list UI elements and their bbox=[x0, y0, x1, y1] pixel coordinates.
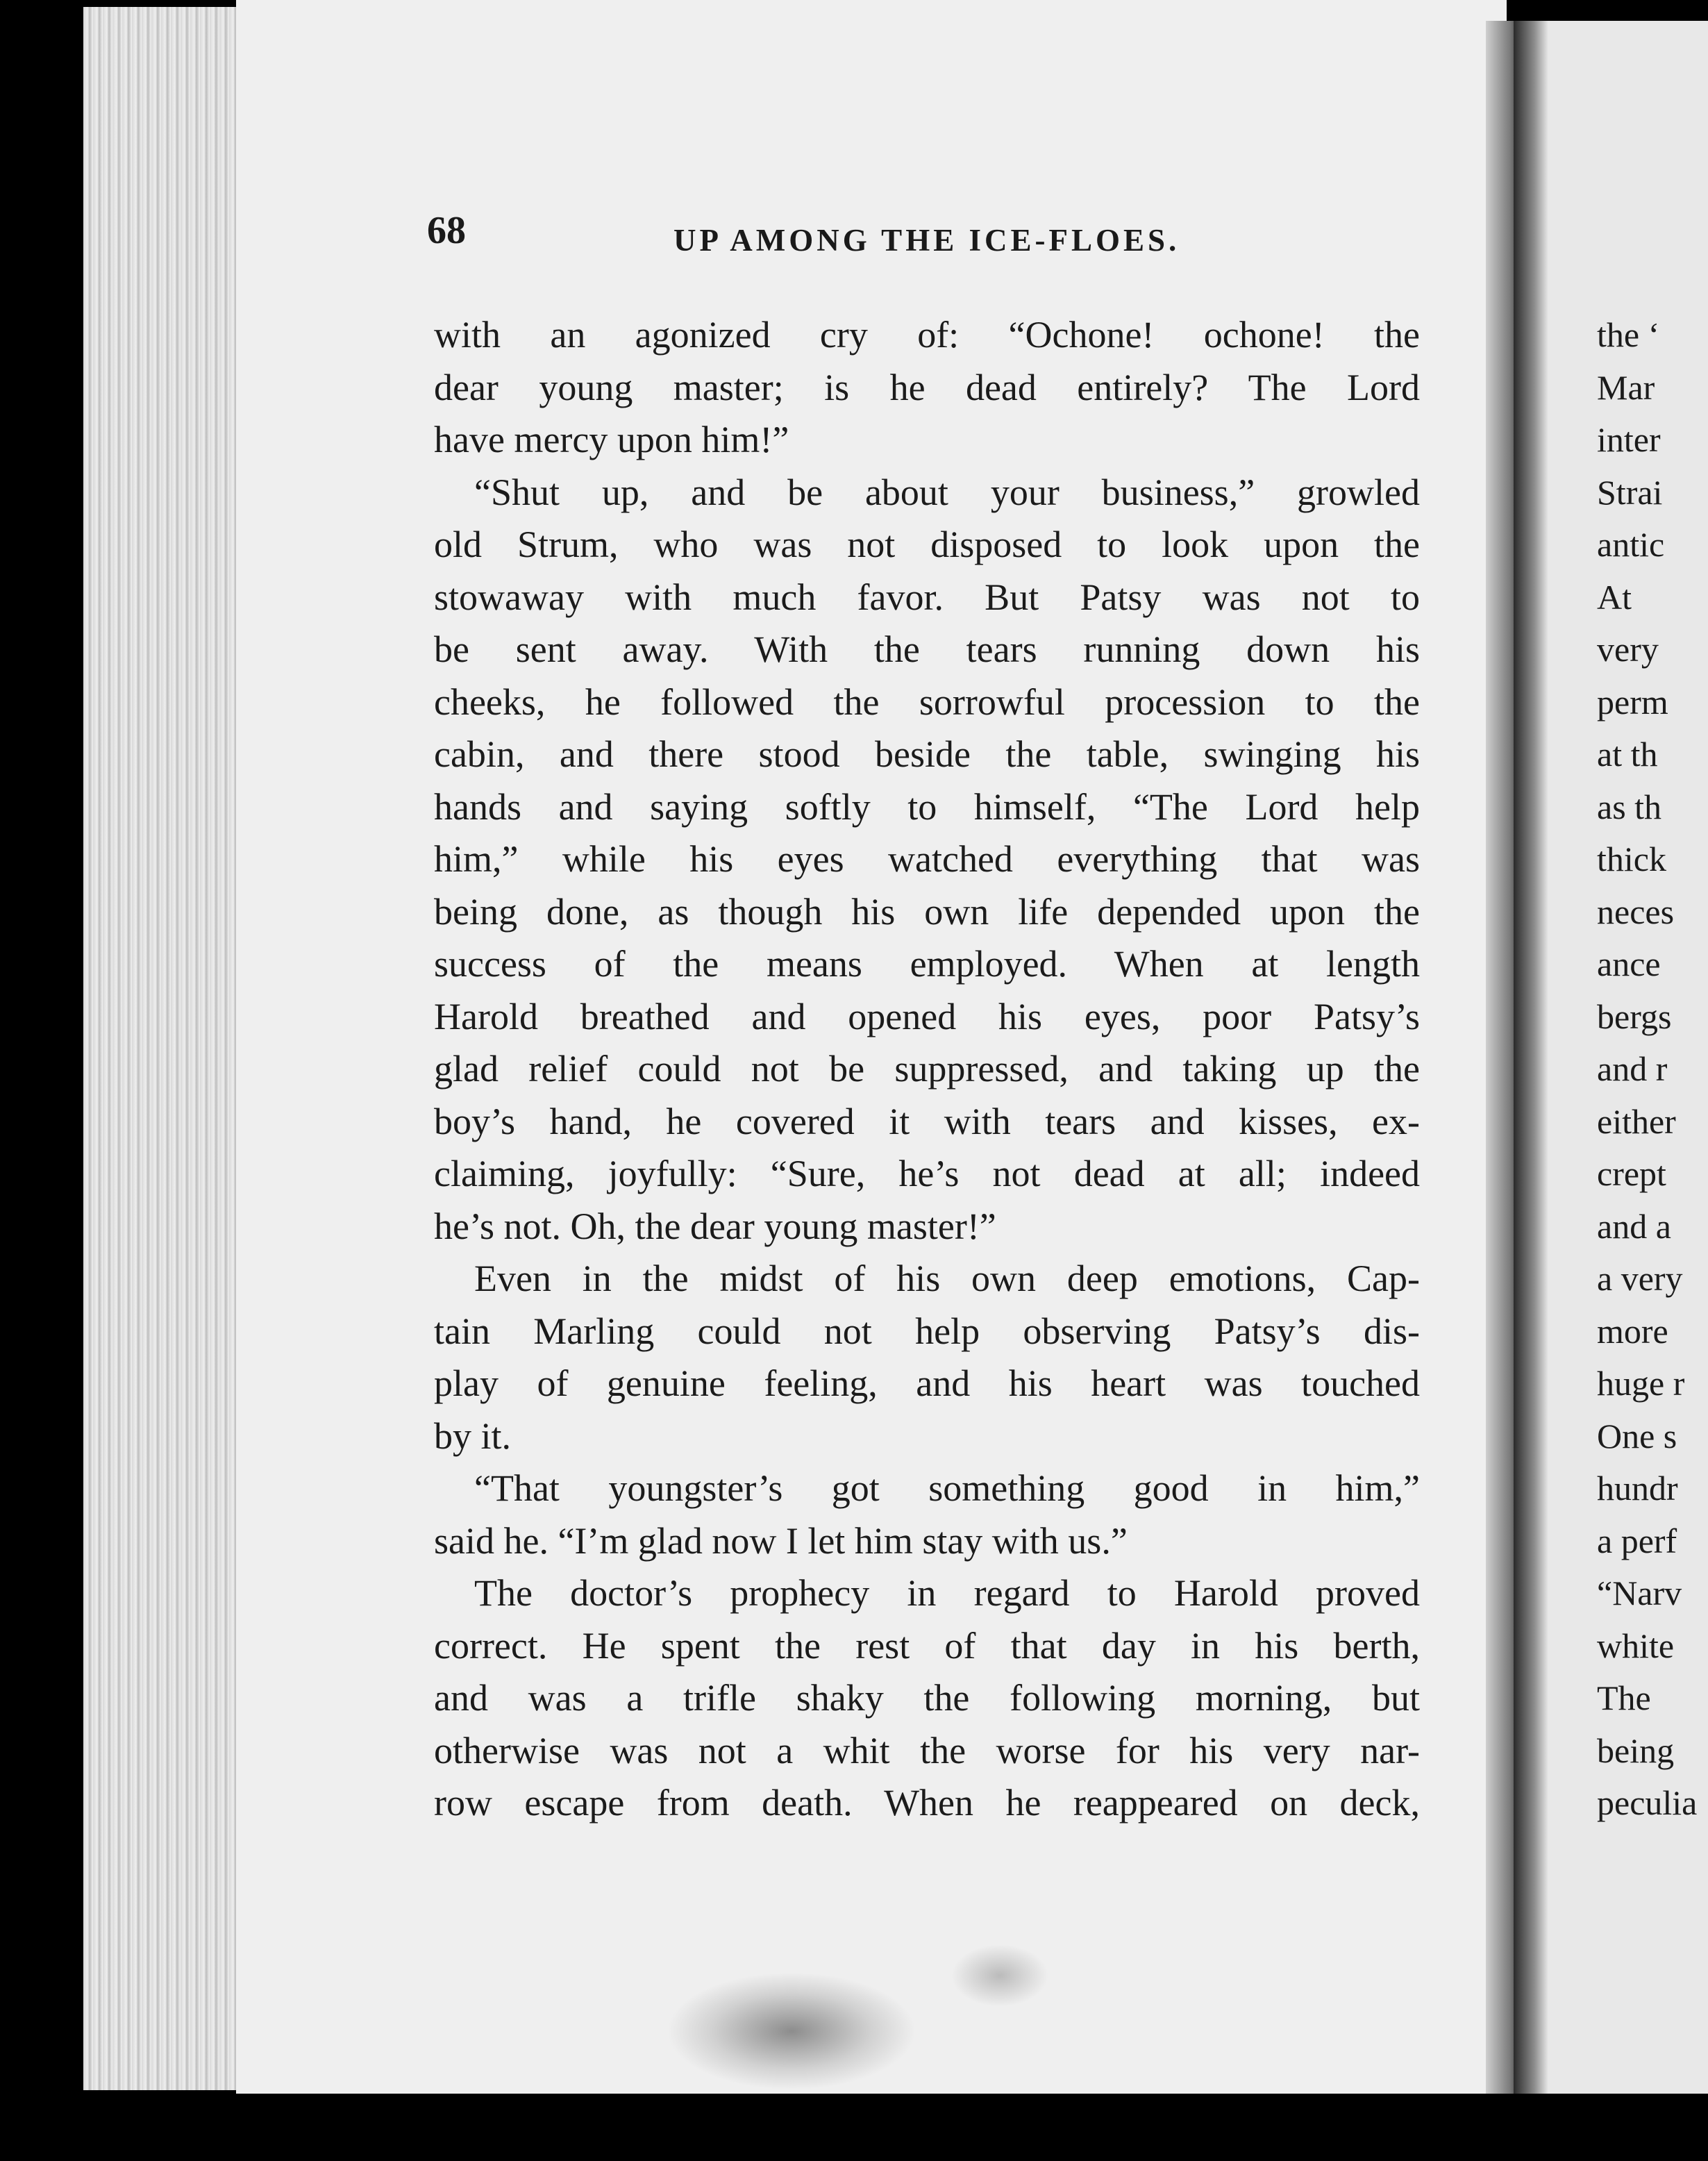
right-page-line-fragment: the ‘ bbox=[1597, 315, 1660, 354]
body-text bbox=[434, 309, 1420, 1830]
text-line: him,” while his eyes watched everything that was bbox=[434, 838, 1420, 880]
text-line: glad relief could not be suppressed, and taking up the bbox=[434, 1048, 1420, 1090]
text-line: cheeks, he followed the sorrowful procession to the bbox=[434, 681, 1420, 723]
right-page-line-fragment: thick bbox=[1597, 840, 1666, 878]
right-page-line-fragment: One s bbox=[1597, 1416, 1677, 1455]
right-page-line-fragment: a perf bbox=[1597, 1521, 1677, 1560]
text-line: said he. “I’m glad now I let him stay with us.” bbox=[434, 1519, 1128, 1562]
running-title: UP AMONG THE ICE-FLOES. bbox=[673, 223, 1180, 258]
right-page-line-fragment: peculia bbox=[1597, 1783, 1698, 1822]
text-line: correct. He spent the rest of that day in his berth, bbox=[434, 1624, 1420, 1667]
right-page-line-fragment: white bbox=[1597, 1626, 1675, 1665]
text-line: play of genuine feeling, and his heart was touched bbox=[434, 1362, 1420, 1404]
right-page-line-fragment: bergs bbox=[1597, 996, 1672, 1036]
text-line: and was a trifle shaky the following morning, but bbox=[434, 1677, 1420, 1719]
right-page-line-fragment: “Narv bbox=[1597, 1574, 1682, 1612]
right-page-gutter bbox=[1514, 21, 1548, 2097]
right-page-line-fragment: huge r bbox=[1597, 1364, 1685, 1403]
running-head bbox=[427, 208, 1420, 264]
text-line: “That youngster’s got something good in him,” bbox=[474, 1467, 1420, 1509]
right-page-line-fragment: and r bbox=[1597, 1049, 1668, 1088]
right-page-text-fragments bbox=[1597, 309, 1708, 1830]
right-page-line-fragment: Strai bbox=[1597, 472, 1663, 512]
text-line: Harold breathed and opened his eyes, poor Patsy’s bbox=[434, 995, 1420, 1037]
text-line: tain Marling could not help observing Patsy’s dis- bbox=[434, 1310, 1420, 1352]
page-stack-edges bbox=[83, 7, 243, 2090]
text-line: being done, as though his own life depended upon the bbox=[434, 890, 1420, 933]
right-page-line-fragment: a very bbox=[1597, 1259, 1683, 1298]
text-line: boy’s hand, he covered it with tears and kisses, ex- bbox=[434, 1100, 1420, 1142]
text-line: otherwise was not a whit the worse for his very nar- bbox=[434, 1729, 1420, 1771]
text-line: he’s not. Oh, the dear young master!” bbox=[434, 1205, 996, 1247]
right-page-line-fragment: at th bbox=[1597, 735, 1658, 774]
right-page-line-fragment: as th bbox=[1597, 787, 1662, 826]
right-page-line-fragment: being bbox=[1597, 1730, 1675, 1770]
right-page-line-fragment: more bbox=[1597, 1311, 1668, 1351]
right-page-line-fragment: ance bbox=[1597, 944, 1661, 983]
text-line: row escape from death. When he reappeared on deck, bbox=[434, 1782, 1420, 1824]
right-page-line-fragment: neces bbox=[1597, 892, 1675, 931]
right-page-line-fragment: At bbox=[1597, 577, 1632, 617]
text-line: “Shut up, and be about your business,” growled bbox=[474, 471, 1420, 513]
right-page-line-fragment: hundr bbox=[1597, 1469, 1678, 1508]
right-page-line-fragment: either bbox=[1597, 1101, 1676, 1141]
text-line: Even in the midst of his own deep emotions, Cap- bbox=[474, 1258, 1420, 1299]
right-page-line-fragment: inter bbox=[1597, 420, 1661, 459]
ink-smudge bbox=[951, 1944, 1048, 2007]
text-line: hands and saying softly to himself, “The Lord help bbox=[434, 785, 1420, 828]
text-line: stowaway with much favor. But Patsy was not to bbox=[434, 576, 1420, 618]
text-line: claiming, joyfully: “Sure, he’s not dead at all; indeed bbox=[434, 1153, 1420, 1194]
right-page-line-fragment: crept bbox=[1597, 1154, 1666, 1193]
right-page-line-fragment: and a bbox=[1597, 1206, 1671, 1246]
right-page-line-fragment: antic bbox=[1597, 525, 1665, 564]
right-page-line-fragment: very bbox=[1597, 630, 1659, 669]
scan-bottom-border bbox=[0, 2094, 1708, 2161]
text-line: dear young master; is he dead entirely? The Lord bbox=[434, 366, 1420, 408]
text-line: have mercy upon him!” bbox=[434, 419, 789, 460]
text-line: success of the means employed. When at length bbox=[434, 943, 1420, 985]
right-page-line-fragment: The bbox=[1597, 1678, 1651, 1717]
text-line: with an agonized cry of: “Ochone! ochone! the bbox=[434, 314, 1420, 356]
text-line: be sent away. With the tears running down his bbox=[434, 628, 1420, 670]
text-line: The doctor’s prophecy in regard to Harold proved bbox=[474, 1572, 1420, 1614]
text-line: cabin, and there stood beside the table, swinging his bbox=[434, 733, 1420, 775]
right-page-line-fragment: Mar bbox=[1597, 367, 1655, 407]
thumbprint-smudge bbox=[667, 1972, 916, 2090]
text-line: old Strum, who was not disposed to look upon the bbox=[434, 524, 1420, 565]
text-line: by it. bbox=[434, 1415, 512, 1457]
right-page-line-fragment: perm bbox=[1597, 682, 1668, 721]
page-number: 68 bbox=[427, 209, 466, 252]
